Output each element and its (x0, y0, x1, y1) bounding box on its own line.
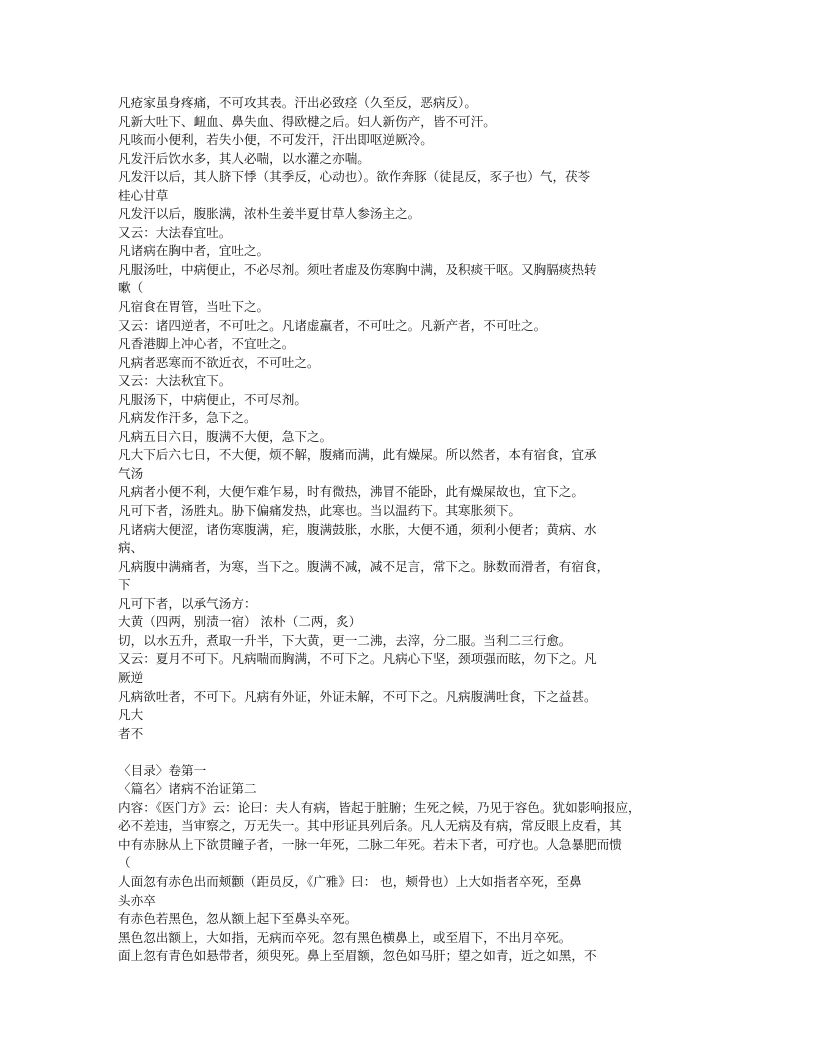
text-line: 凡发汗后饮水多，其人必喘，以水灌之亦喘。 (118, 150, 370, 166)
text-line: 凡病发作汗多，急下之。 (118, 410, 257, 426)
text-line: 凡发汗以后，腹胀满，浓朴生姜半夏甘草人参汤主之。 (118, 206, 421, 222)
text-line: 凡宿食在胃管，当吐下之。 (118, 299, 270, 315)
text-line: 凡服汤下，中病便止，不可尽剂。 (118, 391, 307, 407)
text-line: 又云：诸四逆者，不可吐之。凡诸虚羸者，不可吐之。凡新产者，不可吐之。 (118, 317, 547, 333)
text-line: 又云：夏月不可下。凡病喘而胸满，不可下之。凡病心下坚，颈项强而眩，勿下之。凡 (118, 651, 597, 667)
text-line: 有赤色若黑色，忽从额上起下至鼻头卒死。 (118, 911, 358, 927)
text-line: 黑色忽出额上，大如指，无病而卒死。忽有黑色横鼻上，或至眉下，不出月卒死。 (118, 929, 572, 945)
document-text (118, 94, 718, 966)
text-line: 内容：《医门方》云：论曰：夫人有病，皆起于脏腑；生死之候，乃见于容色。犹如影响报应， (118, 799, 641, 815)
text-line: 切，以水五升，煮取一升半，下大黄，更一二沸，去滓，分二服。当利二三行愈。 (118, 632, 572, 648)
text-line: 凡香港脚上冲心者，不宜吐之。 (118, 336, 295, 352)
text-line: 中有赤脉从上下欲贯瞳子者，一脉一年死，二脉二年死。若未下者，可疗也。人急暴肥而愦 (118, 836, 622, 852)
text-line: 凡诸病大便涩，诸伤寒腹满，疟，腹满鼓胀，水胀，大便不通，须利小便者；黄病、水 (118, 521, 597, 537)
text-line (118, 743, 718, 762)
text-line: 凡大 (118, 707, 144, 723)
text-line: 凡病欲吐者，不可下。凡病有外证，外证未解，不可下之。凡病腹满吐食，下之益甚。 (118, 688, 597, 704)
text-line: 必不差违，当审察之，万无失一。其中形证具列后条。凡人无病及有病，常反眼上皮看，其 (118, 818, 622, 834)
text-line: 凡可下者，以承气汤方： (118, 595, 257, 611)
text-line: （ (118, 855, 131, 871)
text-line: 厥逆 (118, 669, 144, 685)
text-line: 凡病五日六日，腹满不大便，急下之。 (118, 428, 333, 444)
text-line: 者不 (118, 725, 144, 741)
text-line: 病、 (118, 540, 144, 556)
text-line: 凡可下者，汤胜丸。胁下偏痛发热，此寒也。当以温药下。其寒胀须下。 (118, 503, 521, 519)
text-line: 〈目录〉卷第一 (118, 762, 207, 778)
text-line: 凡咳而小便利，若失小便，不可发汗，汗出即呕逆厥冷。 (118, 132, 433, 148)
text-line: 嗽（ (118, 280, 144, 296)
text-line: 凡病腹中满痛者，为寒，当下之。腹满不减，减不足言，常下之。脉数而滑者，有宿食， (118, 558, 610, 574)
text-line: 凡病者小便不利，大便乍难乍易，时有微热，沸冒不能卧，此有燥屎故也，宜下之。 (118, 484, 584, 500)
text-line: 人面忽有赤色出而颊颧（距员反，《广雅》曰： 也，颊骨也）上大如指者卒死，至鼻 (118, 873, 582, 889)
text-line: 又云：大法秋宜下。 (118, 373, 232, 389)
text-line: 凡大下后六七日，不大便，烦不解，腹痛而满，此有燥屎。所以然者，本有宿食，宜承 (118, 447, 597, 463)
text-line: 又云：大法春宜吐。 (118, 224, 232, 240)
text-line: 桂心甘草 (118, 187, 169, 203)
text-line: 凡服汤吐，中病便止，不必尽剂。须吐者虚及伤寒胸中满，及积痰干呕。又胸膈痰热转 (118, 261, 597, 277)
text-line: 大黄（四两，别渍一宿） 浓朴（二两，炙） (118, 614, 362, 630)
text-line: 〈篇名〉诸病不治证第二 (118, 781, 257, 797)
text-line: 凡病者恶寒而不欲近衣，不可吐之。 (118, 354, 320, 370)
text-line: 凡疮家虽身疼痛，不可攻其表。汗出必致痉（久至反，恶病反）。 (118, 95, 477, 110)
text-line: 凡诸病在胸中者，宜吐之。 (118, 243, 270, 259)
text-line: 凡发汗以后，其人脐下悸（其季反，心动也）。欲作奔豚（徒昆反，豕子也）气，茯苓 (118, 169, 591, 185)
text-line: 头亦卒 (118, 892, 156, 908)
text-line: 下 (118, 577, 131, 593)
text-line: 气汤 (118, 465, 144, 481)
text-line: 面上忽有青色如悬带者，须臾死。鼻上至眉额，忽色如马肝；望之如青，近之如黑，不 (118, 948, 597, 964)
text-line: 凡新大吐下、衄血、鼻失血、得欧楗之后。妇人新伤产，皆不可汗。 (118, 113, 496, 129)
